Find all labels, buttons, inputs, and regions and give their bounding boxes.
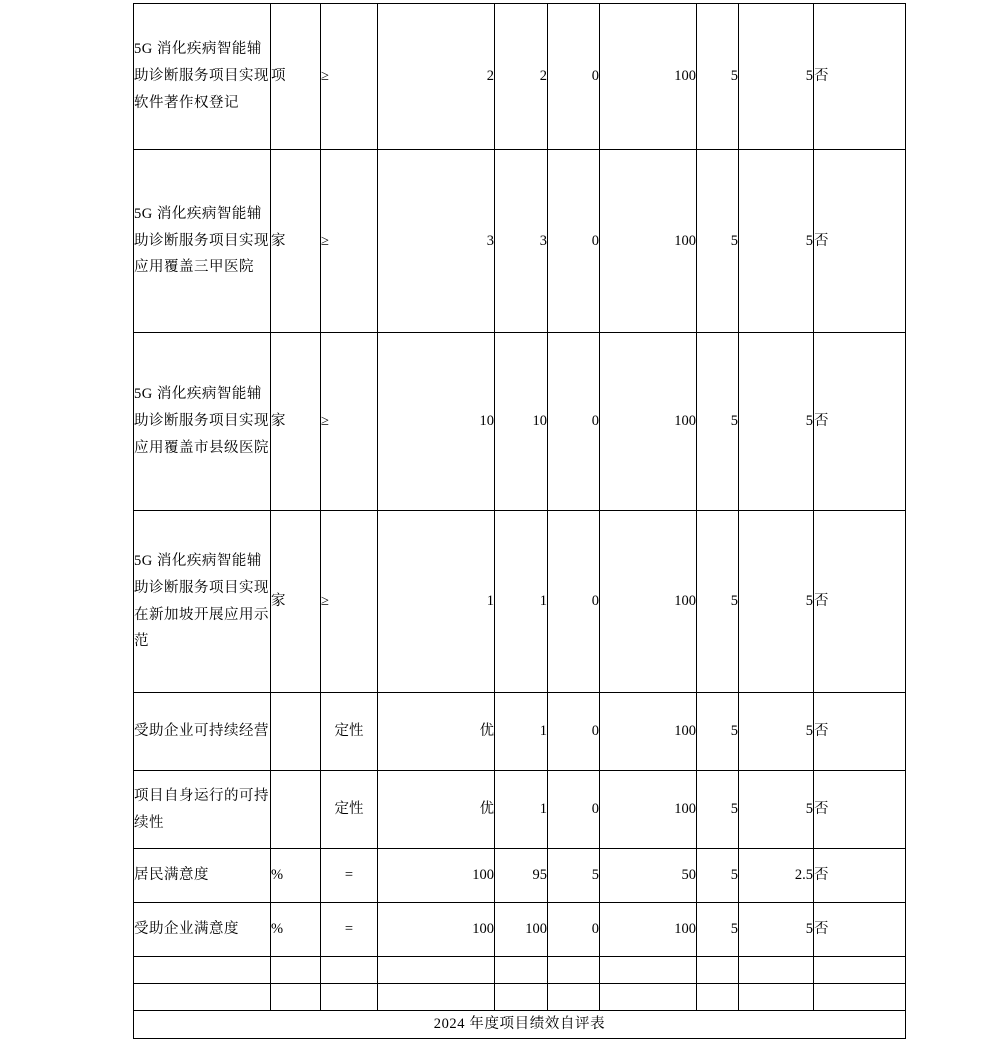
indicator-symbol: ≥ [321, 511, 378, 693]
blank-cell [495, 984, 548, 1011]
indicator-remark: 否 [814, 693, 906, 771]
blank-cell [739, 984, 814, 1011]
indicator-remark: 否 [814, 4, 906, 150]
indicator-deviation: 0 [548, 693, 600, 771]
indicator-symbol: ≥ [321, 150, 378, 333]
blank-cell [548, 984, 600, 1011]
blank-cell [495, 957, 548, 984]
indicator-weight: 5 [697, 903, 739, 957]
blank-cell [697, 984, 739, 1011]
indicator-name: 5G 消化疾病智能辅助诊断服务项目实现应用覆盖三甲医院 [134, 150, 271, 333]
indicator-unit [271, 771, 321, 849]
indicator-deviation: 0 [548, 4, 600, 150]
indicator-name: 5G 消化疾病智能辅助诊断服务项目实现软件著作权登记 [134, 4, 271, 150]
indicator-target: 100 [378, 903, 495, 957]
indicator-remark: 否 [814, 903, 906, 957]
indicator-rate: 100 [600, 150, 697, 333]
indicator-target: 3 [378, 150, 495, 333]
indicator-deviation: 0 [548, 511, 600, 693]
blank-cell [814, 984, 906, 1011]
indicator-rate: 100 [600, 511, 697, 693]
indicator-actual: 95 [495, 849, 548, 903]
indicator-rate: 100 [600, 693, 697, 771]
blank-cell [134, 984, 271, 1011]
indicator-score: 5 [739, 693, 814, 771]
indicator-actual: 10 [495, 333, 548, 511]
indicator-deviation: 0 [548, 333, 600, 511]
indicator-score: 5 [739, 511, 814, 693]
table-row [134, 693, 906, 771]
table-row [134, 771, 906, 849]
performance-table [133, 3, 906, 1039]
indicator-rate: 100 [600, 771, 697, 849]
indicator-deviation: 0 [548, 150, 600, 333]
indicator-actual: 100 [495, 903, 548, 957]
indicator-unit: 家 [271, 333, 321, 511]
indicator-actual: 3 [495, 150, 548, 333]
indicator-target: 2 [378, 4, 495, 150]
indicator-target: 100 [378, 849, 495, 903]
indicator-score: 5 [739, 150, 814, 333]
indicator-weight: 5 [697, 511, 739, 693]
indicator-name: 项目自身运行的可持续性 [134, 771, 271, 849]
indicator-name: 5G 消化疾病智能辅助诊断服务项目实现在新加坡开展应用示范 [134, 511, 271, 693]
indicator-weight: 5 [697, 849, 739, 903]
table-row [134, 150, 906, 333]
blank-cell [739, 957, 814, 984]
indicator-weight: 5 [697, 4, 739, 150]
blank-cell [271, 957, 321, 984]
indicator-weight: 5 [697, 693, 739, 771]
indicator-unit: 家 [271, 511, 321, 693]
indicator-symbol: 定性 [321, 771, 378, 849]
table-row [134, 511, 906, 693]
indicator-name: 5G 消化疾病智能辅助诊断服务项目实现应用覆盖市县级医院 [134, 333, 271, 511]
blank-cell [271, 984, 321, 1011]
indicator-unit: % [271, 903, 321, 957]
indicator-actual: 1 [495, 511, 548, 693]
indicator-deviation: 0 [548, 771, 600, 849]
table-row [134, 903, 906, 957]
indicator-target: 10 [378, 333, 495, 511]
table-row [134, 4, 906, 150]
indicator-score: 2.5 [739, 849, 814, 903]
blank-cell [134, 957, 271, 984]
indicator-unit: 家 [271, 150, 321, 333]
indicator-weight: 5 [697, 771, 739, 849]
indicator-symbol: ≥ [321, 333, 378, 511]
indicator-unit: % [271, 849, 321, 903]
indicator-remark: 否 [814, 771, 906, 849]
indicator-remark: 否 [814, 849, 906, 903]
blank-cell [321, 984, 378, 1011]
indicator-weight: 5 [697, 150, 739, 333]
indicator-score: 5 [739, 903, 814, 957]
indicator-symbol: ≥ [321, 4, 378, 150]
blank-cell [378, 957, 495, 984]
indicator-remark: 否 [814, 511, 906, 693]
indicator-actual: 2 [495, 4, 548, 150]
blank-cell [378, 984, 495, 1011]
indicator-target: 1 [378, 511, 495, 693]
blank-cell [548, 957, 600, 984]
indicator-rate: 50 [600, 849, 697, 903]
indicator-rate: 100 [600, 333, 697, 511]
indicator-score: 5 [739, 771, 814, 849]
indicator-remark: 否 [814, 333, 906, 511]
indicator-unit: 项 [271, 4, 321, 150]
indicator-score: 5 [739, 333, 814, 511]
document-footer-title: 2024 年度项目绩效自评表 [134, 1011, 906, 1039]
indicator-name: 受助企业满意度 [134, 903, 271, 957]
indicator-symbol: = [321, 903, 378, 957]
blank-cell [697, 957, 739, 984]
table-row-blank [134, 984, 906, 1011]
indicator-symbol: = [321, 849, 378, 903]
table-footer-row [134, 1011, 906, 1039]
table-row-blank [134, 957, 906, 984]
indicator-rate: 100 [600, 903, 697, 957]
blank-cell [814, 957, 906, 984]
indicator-actual: 1 [495, 771, 548, 849]
table-row [134, 849, 906, 903]
blank-cell [600, 957, 697, 984]
indicator-deviation: 0 [548, 903, 600, 957]
indicator-deviation: 5 [548, 849, 600, 903]
blank-cell [321, 957, 378, 984]
indicator-remark: 否 [814, 150, 906, 333]
indicator-rate: 100 [600, 4, 697, 150]
indicator-unit [271, 693, 321, 771]
indicator-target: 优 [378, 771, 495, 849]
indicator-name: 受助企业可持续经营 [134, 693, 271, 771]
indicator-score: 5 [739, 4, 814, 150]
indicator-weight: 5 [697, 333, 739, 511]
blank-cell [600, 984, 697, 1011]
indicator-name: 居民满意度 [134, 849, 271, 903]
indicator-target: 优 [378, 693, 495, 771]
table-row [134, 333, 906, 511]
indicator-symbol: 定性 [321, 693, 378, 771]
indicator-actual: 1 [495, 693, 548, 771]
